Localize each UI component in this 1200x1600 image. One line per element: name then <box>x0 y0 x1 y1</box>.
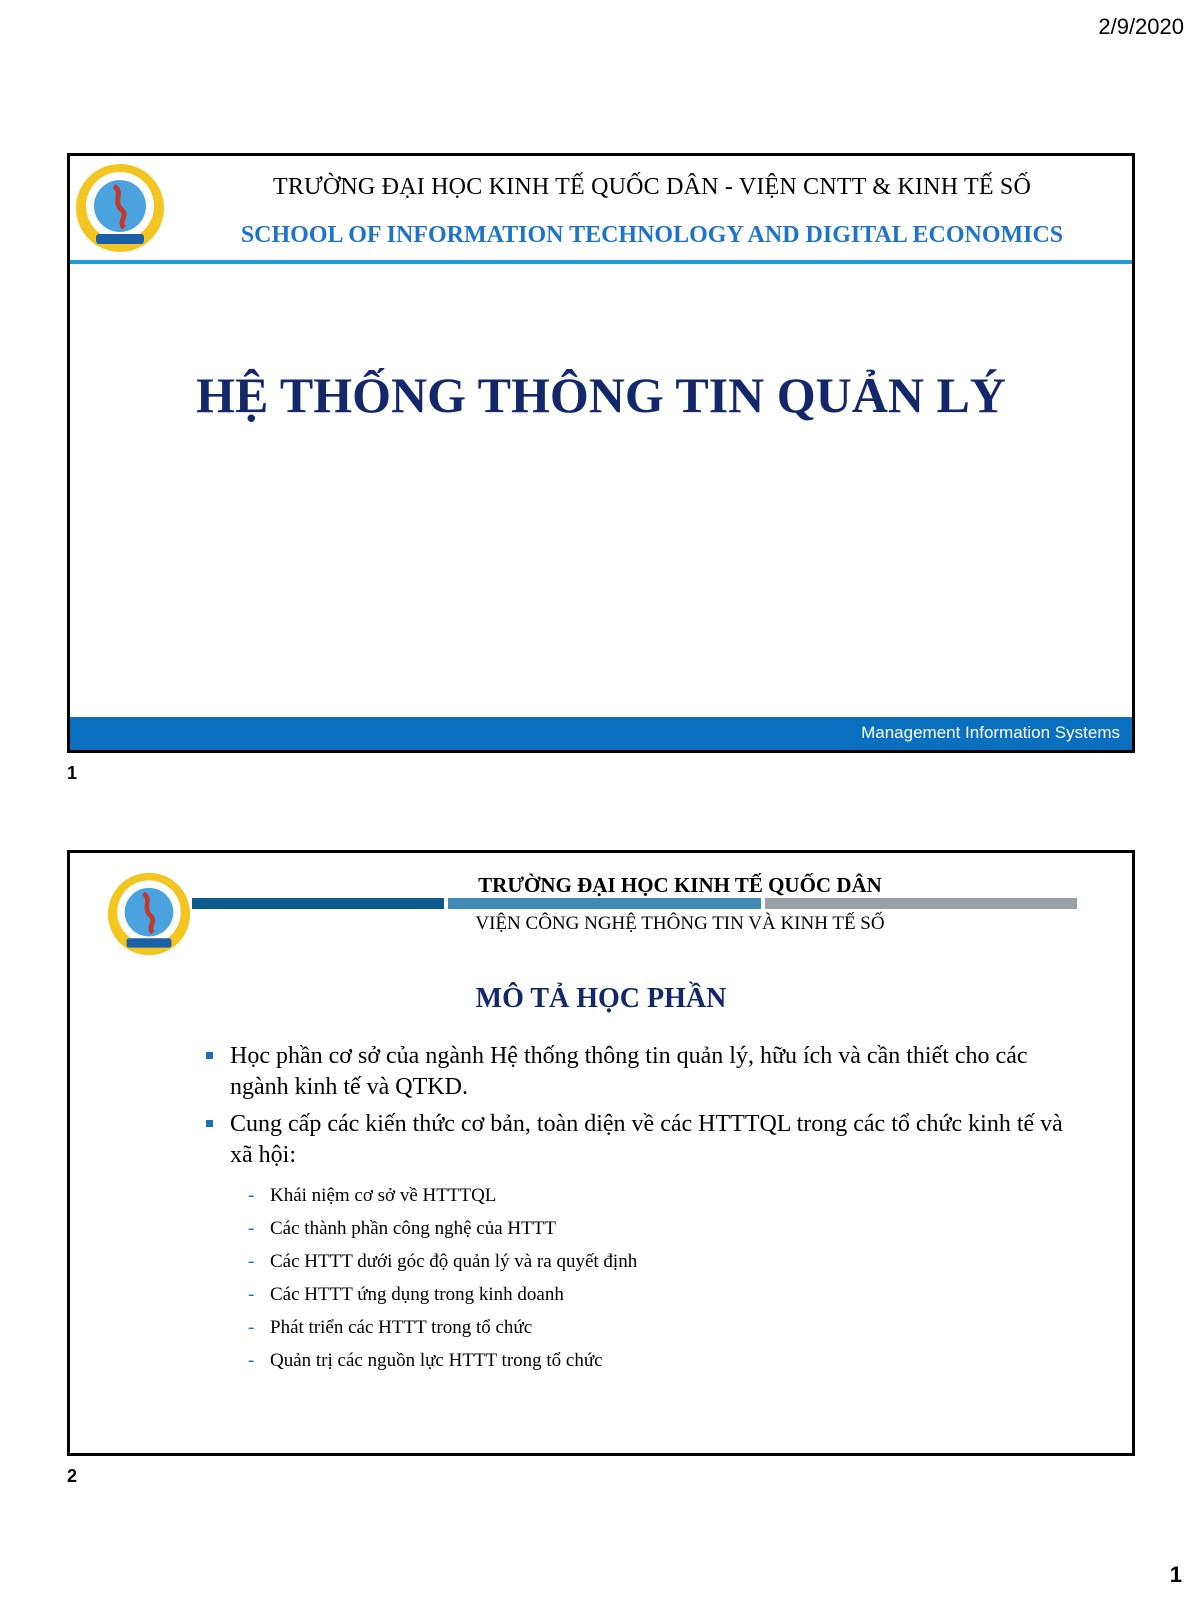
school-name-en: SCHOOL OF INFORMATION TECHNOLOGY AND DIGITAL ECONOMICS <box>240 222 1064 248</box>
sub-bullet-text: Phát triển các HTTT trong tổ chức <box>270 1317 533 1338</box>
slide-number-1: 1 <box>67 763 78 783</box>
school-name: TRƯỜNG ĐẠI HỌC KINH TẾ QUỐC DÂN <box>478 873 882 897</box>
slide-2 <box>67 850 1135 1456</box>
sub-bullet-text: Quản trị các nguồn lực HTTT trong tổ chức <box>270 1350 603 1371</box>
course-title: HỆ THỐNG THÔNG TIN QUẢN LÝ <box>196 367 1006 423</box>
header-bar-1 <box>192 898 444 909</box>
sub-bullet-item <box>248 1278 1080 1311</box>
slide-footer-bar <box>70 717 1132 750</box>
slide-title: MÔ TẢ HỌC PHẦN <box>475 983 727 1014</box>
header-bar-3 <box>765 898 1077 909</box>
sub-bullet-list <box>230 1179 1080 1377</box>
sub-bullet-item <box>248 1179 1080 1212</box>
school-name-vn: TRƯỜNG ĐẠI HỌC KINH TẾ QUỐC DÂN - VIỆN CNTT & KINH TẾ SỐ <box>272 174 1031 200</box>
dash-bullet-icon: - <box>248 1317 255 1338</box>
sub-bullet-item <box>248 1245 1080 1278</box>
institute-name: VIỆN CÔNG NGHỆ THÔNG TIN VÀ KINH TẾ SỐ <box>475 913 885 934</box>
dash-bullet-icon: - <box>248 1284 255 1305</box>
bullet-list <box>200 1041 1080 1383</box>
sub-bullet-item <box>248 1311 1080 1344</box>
sub-bullet-text: Các thành phần công nghệ của HTTT <box>270 1218 556 1239</box>
dash-bullet-icon: - <box>248 1185 255 1206</box>
dash-bullet-icon: - <box>248 1350 255 1371</box>
dash-bullet-icon: - <box>248 1251 255 1272</box>
square-bullet-icon <box>206 1052 213 1059</box>
university-logo <box>106 871 192 957</box>
header-bar-2 <box>448 898 761 909</box>
header-divider <box>70 260 1132 264</box>
sub-bullet-text: Khái niệm cơ sở về HTTTQL <box>270 1185 497 1206</box>
sub-bullet-item <box>248 1344 1080 1377</box>
bullet-item <box>200 1041 1080 1103</box>
square-bullet-icon <box>206 1120 213 1127</box>
footer-text: Management Information Systems <box>861 723 1120 742</box>
sub-bullet-text: Các HTTT dưới góc độ quản lý và ra quyết định <box>270 1251 638 1272</box>
bullet-text: Học phần cơ sở của ngành Hệ thống thông tin quản lý, hữu ích và cần thiết cho các ngành kinh tế và QTKD. <box>230 1043 1028 1100</box>
print-date: 2/9/2020 <box>1098 14 1184 39</box>
bullet-item <box>200 1109 1080 1377</box>
university-logo <box>74 162 166 254</box>
slide-1 <box>67 153 1135 753</box>
slide-number-2: 2 <box>67 1466 78 1486</box>
header-color-bars <box>192 898 1077 909</box>
page-number: 1 <box>1169 1562 1182 1587</box>
sub-bullet-item <box>248 1212 1080 1245</box>
bullet-text: Cung cấp các kiến thức cơ bản, toàn diện về các HTTTQL trong các tổ chức kinh tế và xã hội: <box>230 1111 1063 1168</box>
dash-bullet-icon: - <box>248 1218 255 1239</box>
sub-bullet-text: Các HTTT ứng dụng trong kinh doanh <box>270 1284 564 1305</box>
